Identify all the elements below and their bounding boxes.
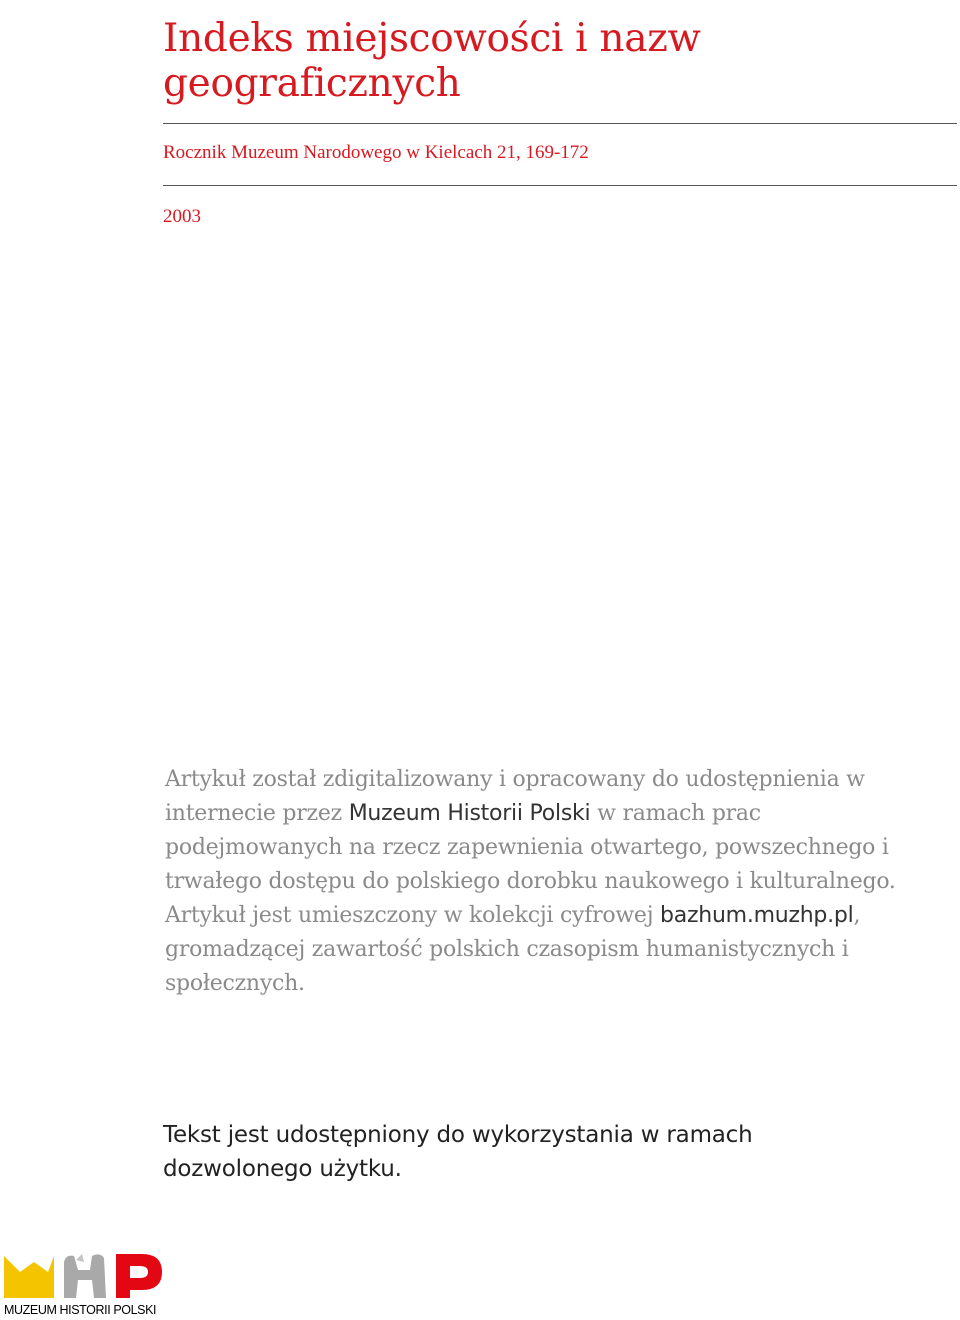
header-divider-bottom xyxy=(163,185,957,186)
article-source: Rocznik Muzeum Narodowego w Kielcach 21, 169-172 xyxy=(163,142,589,163)
mhp-logo-icon xyxy=(4,1250,164,1302)
article-title: Indeks miejscowości i nazw geograficznych xyxy=(163,16,701,106)
header-divider-top xyxy=(163,123,957,124)
logo-text: MUZEUM HISTORII POLSKI xyxy=(4,1303,157,1317)
publication-year: 2003 xyxy=(163,206,201,227)
notice-text-1: Artykuł został zdigitalizowany i opracowany do udostępnienia w internecie przez xyxy=(165,767,865,826)
notice-text-2: w ramach prac podejmowanych na rzecz zapewnienia otwartego, powszechnego i trwałego dostępu do polskiego dorobku naukowego i kulturalnego. Artykuł jest umieszczony w kolekcji cyfrowej xyxy=(165,801,896,928)
license-notice: Tekst jest udostępniony do wykorzystania w ramach dozwolonego użytku. xyxy=(163,1122,753,1182)
museum-name: Muzeum Historii Polski xyxy=(348,801,591,826)
collection-site-link[interactable]: bazhum.muzhp.pl xyxy=(660,903,854,928)
museum-logo xyxy=(4,1250,168,1318)
digitization-notice xyxy=(165,763,925,1001)
notice-text-3: , gromadzącej zawartość polskich czasopism humanistycznych i społecznych. xyxy=(165,903,861,996)
